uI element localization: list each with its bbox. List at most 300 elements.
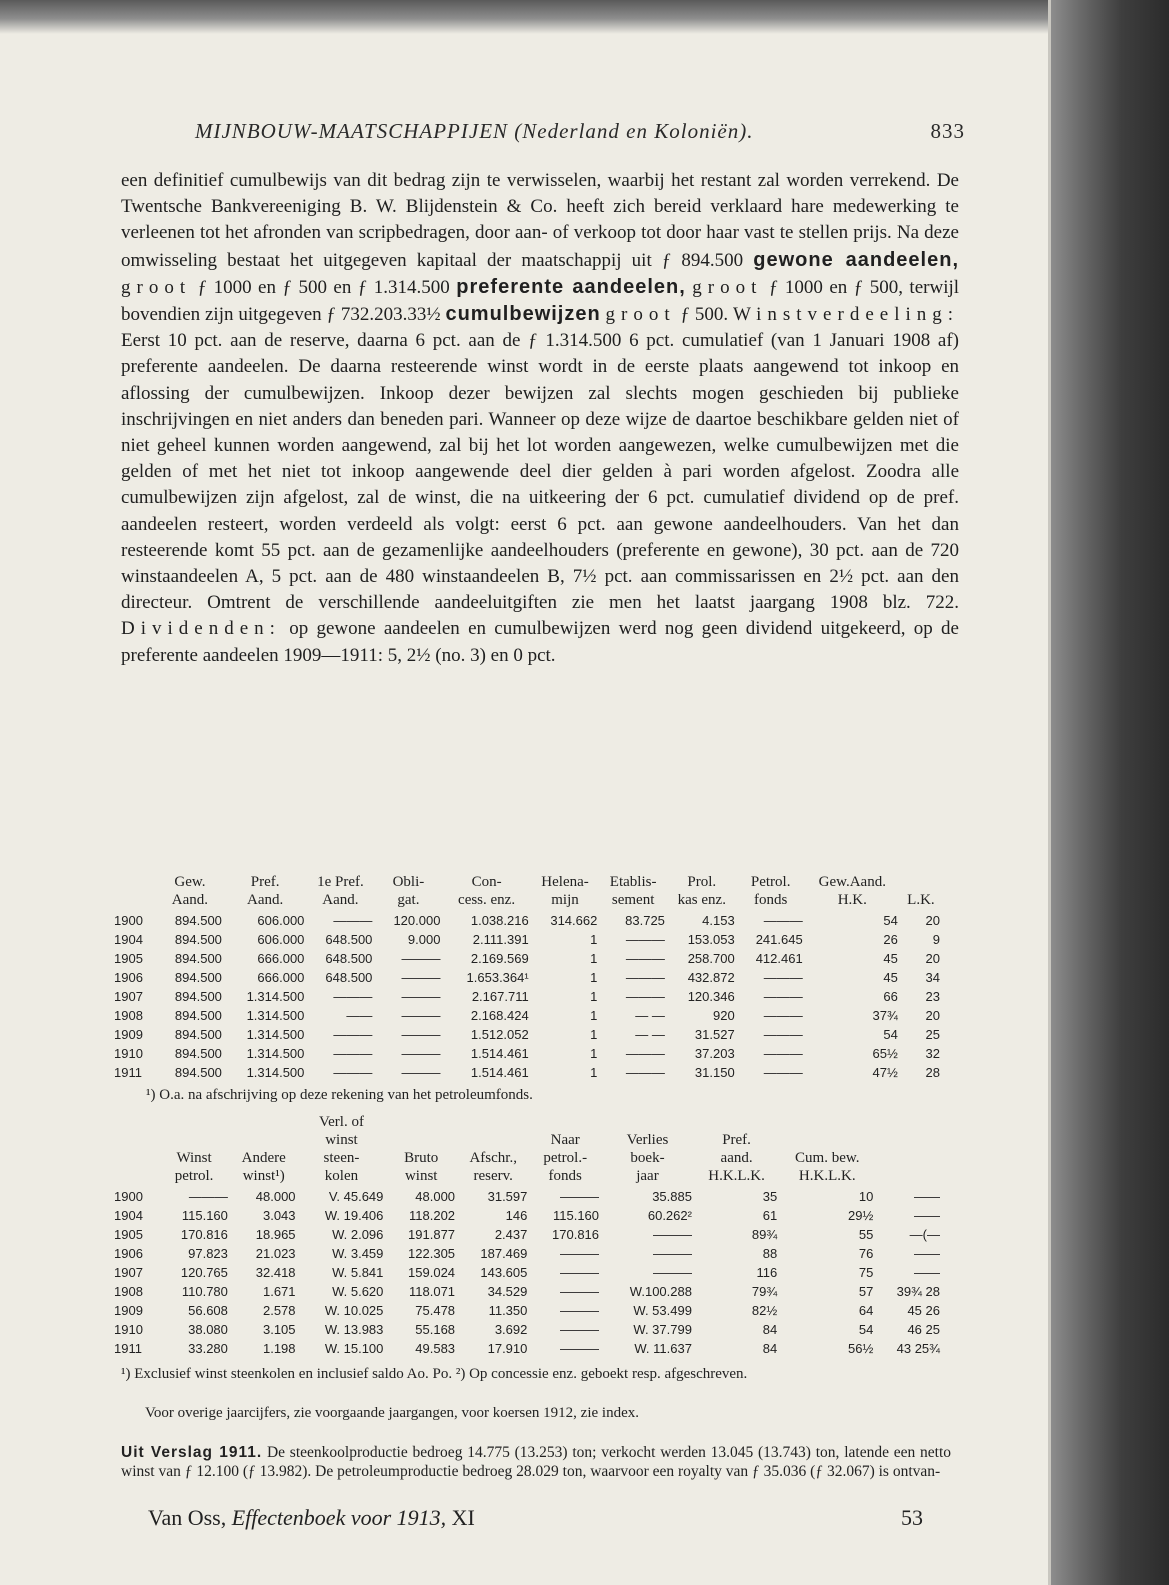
table-cell: ——— (560, 1246, 600, 1261)
table-header-cell: Aand. (247, 892, 284, 908)
year-cell: 1910 (114, 1322, 143, 1337)
table-header-cell: H.K.L.K. (798, 1168, 856, 1184)
table-cell: W. 13.983 (324, 1322, 384, 1337)
table-header-cell: sement (611, 892, 655, 908)
table-header-cell (457, 1113, 529, 1131)
table-header-row (112, 1131, 942, 1149)
table-header-cell: Bruto (404, 1150, 439, 1166)
table-cell: 55.168 (415, 1322, 456, 1337)
table-cell: ——— (188, 1189, 228, 1204)
year-cell: 1907 (114, 989, 143, 1004)
table-cell: 3.692 (494, 1322, 528, 1337)
table-header-cell: petrol. (174, 1168, 214, 1184)
table-cell: 88 (762, 1246, 778, 1261)
table-cell: 1.198 (262, 1341, 296, 1356)
table-cell: 31.150 (694, 1065, 735, 1080)
table-cell: 46 25 (907, 1322, 940, 1337)
table-cell: 187.469 (480, 1246, 528, 1261)
table-cell: 31.597 (487, 1189, 528, 1204)
table-header-cell: Gew.Aand. (818, 874, 886, 890)
table-cell: 241.645 (755, 932, 803, 947)
table-header-cell: kas enz. (677, 892, 726, 908)
table-cell: W. 2.096 (332, 1227, 384, 1242)
table-cell: 116 (756, 1265, 778, 1280)
table-cell: 79¾ (751, 1284, 778, 1299)
page-footer (148, 1505, 923, 1531)
table-cell: ——— (560, 1303, 600, 1318)
table-cell: —— (914, 1189, 940, 1204)
year-cell: 1911 (114, 1065, 142, 1080)
table-cell: 43 25¾ (896, 1341, 940, 1356)
table-cell: 120.765 (180, 1265, 228, 1280)
footer-volume: XI (451, 1505, 475, 1530)
table-row (112, 909, 942, 928)
table-header-cell (112, 1131, 158, 1149)
table-cell: 82½ (751, 1303, 778, 1318)
table-cell: 65½ (872, 1046, 898, 1061)
table-cell: 1 (590, 1027, 598, 1042)
table-header-row (112, 1149, 942, 1167)
table-header-cell: H.K.L.K. (708, 1168, 765, 1184)
table-cell: 84 (762, 1341, 778, 1356)
table-cell: 89¾ (751, 1227, 778, 1242)
table-cell: 61 (762, 1208, 778, 1223)
table-cell: 120.000 (393, 913, 441, 928)
table-cell: 648.500 (325, 951, 373, 966)
body-text-run: ƒ 1000 en ƒ 500 en ƒ 1.314.500 (197, 276, 450, 298)
table-cell: 606.000 (257, 932, 305, 947)
table-cell: 25 (925, 1027, 940, 1042)
body-text-run: op gewone aandeelen en cumulbewijzen werd nog geen dividend uitgekeerd, op de preferente aandeelen 1909—1911: 5, 2½ (no. 3) en 0 pct. (121, 618, 959, 666)
table-cell: ——— (763, 913, 803, 928)
table-cell: 2.169.569 (470, 951, 529, 966)
table-header-cell: H.K. (837, 892, 867, 908)
table-cell: 48.000 (255, 1189, 296, 1204)
body-text-run: Eerst 10 pct. aan de reserve, daarna 6 pct. aan de ƒ 1.314.500 6 pct. cumulatief (van 1 Januari 1908 af) preferente aandeelen. De daarna resteerende winst wordt in de eerste plaats aangewend tot inkoop en aflossing der cumulbewijzen. Inkoop dezer bewijzen zal slechts mogen geschieden bij publieke inschrijvingen en niet anders dan beneden pari. Wanneer op deze wijze de daartoe beschikbare gelden niet of niet geheel kunnen worden aangewend, zal bij het lot worden aangewezen, welke cumulbewijzen met die gelden of met het niet tot inkoop aangewende deel dier gelden à pari worden afgelost. Zoodra alle cumulbewijzen zijn afgelost, zal de winst, die na uitkeering der 6 pct. cumulatief dividend op de pref. aandeelen resteert, worden verdeeld als volgt: eerst 6 pct. aan gewone aandeelhouders. Van het dan resteerende komt 55 pct. aan de gezamenlijke aandeelhouders (preferente en gewone), 30 pct. aan de 720 winstaandeelen A, 5 pct. aan de 480 winstaandeelen B, 7½ pct. aan commissarissen en 2½ pct. aan den directeur. Omtrent de verschillende aandeeluitgiften zie men het laatst jaargang 1908 blz. 722. (121, 330, 959, 614)
table-cell: 894.500 (174, 951, 222, 966)
table-header-cell: Aand. (171, 892, 209, 908)
footer-author: Van Oss, (148, 1505, 227, 1530)
table-cell: 20 (925, 913, 940, 928)
table-row (112, 1204, 942, 1223)
spaced-term: groot (692, 276, 763, 298)
results-table (112, 1113, 942, 1356)
body-text (121, 168, 959, 669)
table-cell: W. 5.620 (332, 1284, 384, 1299)
table-cell: ——— (560, 1265, 600, 1280)
table-header-cell (158, 1113, 230, 1131)
book-spine-shadow (1051, 0, 1169, 1585)
report-paragraph (121, 1443, 951, 1481)
table-header-cell: Con- (471, 874, 502, 890)
table-cell: ——— (625, 951, 665, 966)
table-cell: 648.500 (325, 932, 373, 947)
body-text-run: een definitief cumulbewijs van dit bedrag zijn te verwisselen, waarbij het restant zal worden verrekend. De Twentsche Bankvereeniging B. W. Blijdenstein & Co. heeft zich bereid verklaard hare medewerking te verleenen tot het afronden van scripbedragen, door aan- of verkoop tot door haar vast te stellen prijs. Na deze omwisseling bestaat het uitgegeven kapitaal der maatschappij uit ƒ 894.500 (121, 170, 959, 271)
body-text-run: ƒ 500. (680, 304, 729, 326)
year-cell: 1900 (114, 913, 143, 928)
table-cell: — — (635, 1027, 665, 1042)
table-cell: ——— (333, 1027, 373, 1042)
footer-book: Effectenboek voor 1913, (231, 1505, 447, 1530)
year-cell: 1909 (114, 1303, 143, 1318)
table-header-cell: Afschr., (469, 1150, 517, 1166)
table-header-cell (385, 1113, 457, 1131)
table-cell: 170.816 (180, 1227, 228, 1242)
table-cell: 170.816 (552, 1227, 600, 1242)
table-cell: ——— (763, 1046, 803, 1061)
table-header-cell (875, 1149, 942, 1167)
table-header-cell (112, 891, 156, 909)
table-cell: 20 (925, 951, 940, 966)
table-cell: W.100.288 (629, 1284, 692, 1299)
table-header-cell: mijn (551, 892, 579, 908)
table-header-cell (112, 1149, 158, 1167)
table-cell: 143.605 (480, 1265, 528, 1280)
table-cell: 1.514.461 (470, 1065, 529, 1080)
table-cell: 1.653.364¹ (466, 970, 529, 985)
year-cell: 1904 (114, 1208, 143, 1223)
table-cell: W. 11.637 (634, 1341, 692, 1356)
table-cell: 606.000 (257, 913, 305, 928)
table-header-cell (158, 1131, 230, 1149)
table-header-cell (779, 1131, 875, 1149)
table-cell: 1.314.500 (246, 1027, 305, 1042)
table-cell: ——— (401, 1008, 441, 1023)
table-cell: V. 45.649 (328, 1189, 384, 1204)
see-also-note: Voor overige jaarcijfers, zie voorgaande jaargangen, voor koersen 1912, zie index. (145, 1405, 639, 1421)
table-cell: ——— (652, 1227, 692, 1242)
table-cell: ——— (401, 951, 441, 966)
table-cell: W. 15.100 (324, 1341, 384, 1356)
table-cell: 1 (590, 932, 598, 947)
table-header-cell (385, 1131, 457, 1149)
footnote-table1: ¹) O.a. na afschrijving op deze rekening van het petroleumfonds. (146, 1087, 533, 1103)
table-cell: 110.780 (181, 1284, 228, 1299)
running-header (195, 119, 965, 144)
table-cell: ——— (560, 1322, 600, 1337)
table-header-row (112, 1167, 942, 1185)
table-header-cell: Andere (241, 1150, 286, 1166)
table-cell: ——— (401, 1065, 441, 1080)
table-cell: 34.529 (487, 1284, 528, 1299)
table-cell: 122.305 (408, 1246, 456, 1261)
table-cell: 3.105 (262, 1322, 296, 1337)
table-cell: 75 (858, 1265, 874, 1280)
table-row (112, 966, 942, 985)
year-cell: 1908 (114, 1284, 143, 1299)
table-cell: 146 (505, 1208, 528, 1223)
table-cell: 258.700 (687, 951, 735, 966)
table-cell: 18.965 (255, 1227, 296, 1242)
spaced-term: Dividenden: (121, 618, 281, 640)
year-cell: 1908 (114, 1008, 143, 1023)
table-cell: 1.514.461 (470, 1046, 529, 1061)
table-header-row (112, 1113, 942, 1131)
table-cell: 1 (590, 1065, 598, 1080)
table-header-cell: winst (325, 1132, 358, 1148)
table-cell: 894.500 (174, 989, 222, 1004)
table-cell: 412.461 (755, 951, 803, 966)
table-header-cell: Obli- (392, 874, 425, 890)
table-cell: ——— (401, 1027, 441, 1042)
table-cell: ——— (401, 989, 441, 1004)
header-page-number: 833 (930, 119, 965, 143)
table-header-cell: boek- (630, 1150, 665, 1166)
table-cell: —— (914, 1246, 940, 1261)
table-cell: 894.500 (174, 1008, 222, 1023)
table-row (112, 1042, 942, 1061)
table-header-cell: Pref. (722, 1132, 751, 1148)
table-cell: 666.000 (257, 970, 305, 985)
table-cell: ——— (333, 989, 373, 1004)
table-header-cell (694, 1113, 779, 1131)
table-cell: W. 37.799 (633, 1322, 692, 1337)
table-cell: 97.823 (188, 1246, 228, 1261)
table-cell: —— (914, 1208, 940, 1223)
table-header-cell (875, 1131, 942, 1149)
table-row (112, 985, 942, 1004)
table-cell: 32 (925, 1046, 940, 1061)
year-cell: 1909 (114, 1027, 143, 1042)
table-header-cell: L.K. (907, 892, 935, 908)
table-row (112, 1185, 942, 1204)
table-cell: ——— (763, 1008, 803, 1023)
table-header-cell (112, 1167, 158, 1185)
table-cell: 894.500 (174, 970, 222, 985)
table-cell: ——— (333, 1065, 373, 1080)
table-cell: 1 (590, 1046, 598, 1061)
table-cell: ——— (333, 913, 373, 928)
report-text: De steenkoolproductie bedroeg 14.775 (13.253) ton; verkocht werden 13.045 (13.743) ton, latende een netto winst van ƒ 12.100 (ƒ 13.982). De petroleumproductie bedroeg 28.029 ton, waarvoor een royalty van ƒ 35.036 (ƒ 32.067) is ontvan- (121, 1444, 952, 1480)
table-header-cell: Prol. (687, 874, 717, 890)
table-cell: W. 10.025 (324, 1303, 384, 1318)
table-cell: ——— (763, 989, 803, 1004)
table-cell: ——— (625, 1046, 665, 1061)
table-cell: 118.071 (409, 1284, 456, 1299)
body-text-run: ƒ 1000 en ƒ 500, terwijl bovendien zijn uitgegeven ƒ 732.203.33½ (121, 276, 960, 326)
table-cell: 35.885 (652, 1189, 692, 1204)
table-cell: 55 (858, 1227, 874, 1242)
table-header-cell: Naar (550, 1132, 580, 1148)
table-cell: 1 (590, 970, 598, 985)
table-cell: 1.314.500 (246, 1046, 305, 1061)
table-cell: 56½ (848, 1341, 874, 1356)
table-cell: 38.080 (188, 1322, 228, 1337)
table-cell: 45 (883, 970, 898, 985)
table-cell: 1.314.500 (246, 1065, 305, 1080)
table-header-cell: cess. enz. (458, 892, 516, 908)
table-cell: ——— (401, 1046, 441, 1061)
year-cell: 1900 (114, 1189, 143, 1204)
spaced-term: groot (121, 276, 192, 298)
table-cell: ——— (763, 970, 803, 985)
table-cell: 56.608 (188, 1303, 228, 1318)
table-header-cell: reserv. (473, 1168, 513, 1184)
table-cell: —(— (909, 1227, 940, 1242)
table-header-cell: Cum. bew. (795, 1150, 860, 1166)
year-cell: 1905 (114, 1227, 143, 1242)
table-cell: —— (914, 1265, 940, 1280)
table-row (112, 1261, 942, 1280)
table-cell: 1 (590, 1008, 598, 1023)
table-cell: 2.168.424 (470, 1008, 529, 1023)
table-cell: 34 (925, 970, 940, 985)
table-header-cell: petrol.- (543, 1150, 588, 1166)
table-header-cell: fonds (548, 1168, 582, 1184)
table-cell: 648.500 (325, 970, 373, 985)
bold-term: preferente aandeelen, (456, 275, 686, 298)
table-cell: ——— (560, 1189, 600, 1204)
table-header-cell: Gew. (174, 874, 206, 890)
table-cell: 159.024 (408, 1265, 456, 1280)
table-header-cell: winst (404, 1168, 438, 1184)
table-cell: ——— (625, 1065, 665, 1080)
body-paragraph (121, 168, 959, 669)
table-cell: 120.346 (687, 989, 735, 1004)
table-cell: 894.500 (174, 932, 222, 947)
table-header-cell (230, 1113, 298, 1131)
table-header-cell (457, 1131, 529, 1149)
table-header-cell: 1e Pref. (317, 874, 364, 890)
table-cell: 2.167.711 (471, 989, 529, 1004)
table-cell: 894.500 (174, 1065, 222, 1080)
table-row (112, 928, 942, 947)
table-cell: W. 19.406 (324, 1208, 384, 1223)
table-cell: 2.578 (262, 1303, 296, 1318)
table-cell: 21.023 (255, 1246, 296, 1261)
table-row (112, 1318, 942, 1337)
scan-top-shadow (0, 0, 1048, 34)
table-header-cell (900, 873, 942, 891)
table-cell: ——— (560, 1284, 600, 1299)
table-header-cell: fonds (754, 892, 788, 908)
table-row (112, 1280, 942, 1299)
table-cell: 57 (858, 1284, 874, 1299)
table-row (112, 1242, 942, 1261)
table-cell: 54 (883, 1027, 898, 1042)
bold-term: gewone aandeelen, (753, 248, 959, 271)
year-cell: 1905 (114, 951, 143, 966)
year-cell: 1910 (114, 1046, 143, 1061)
spaced-term: Winstverdeeling: (732, 304, 960, 326)
table-cell: 28 (925, 1065, 940, 1080)
footer-sheet-number: 53 (901, 1505, 923, 1530)
year-cell: 1906 (114, 970, 143, 985)
table-header-cell: steen- (323, 1150, 360, 1166)
table-cell: ——— (401, 970, 441, 985)
table-cell: 23 (925, 989, 940, 1004)
table-cell: 29½ (848, 1208, 874, 1223)
table-row (112, 1004, 942, 1023)
table-cell: W. 5.841 (332, 1265, 384, 1280)
table-cell: 1.314.500 (246, 989, 305, 1004)
table-header-cell: Petrol. (750, 874, 791, 890)
table-header-cell: Pref. (250, 874, 280, 890)
table-row (112, 1299, 942, 1318)
table-cell: 118.202 (409, 1208, 456, 1223)
table-cell: 76 (858, 1246, 874, 1261)
table-header-row (112, 891, 942, 909)
year-cell: 1907 (114, 1265, 143, 1280)
table-row (112, 1223, 942, 1242)
table-cell: 191.877 (408, 1227, 456, 1242)
table-cell: 11.350 (488, 1303, 528, 1318)
table-cell: 54 (883, 913, 898, 928)
table-cell: 84 (762, 1322, 778, 1337)
table-cell: 33.280 (188, 1341, 228, 1356)
table-cell: ——— (625, 989, 665, 1004)
spaced-term: groot (605, 304, 676, 326)
table-cell: 17.910 (487, 1341, 528, 1356)
year-cell: 1906 (114, 1246, 143, 1261)
table-cell: 2.437 (494, 1227, 528, 1242)
table-cell: 894.500 (174, 1046, 222, 1061)
table-cell: 1.512.052 (470, 1027, 529, 1042)
table-cell: 66 (883, 989, 898, 1004)
table-cell: ——— (652, 1246, 692, 1261)
table-cell: 35 (762, 1189, 778, 1204)
table-header-cell: kolen (324, 1168, 359, 1184)
bold-term: cumulbewijzen (445, 303, 601, 326)
table-header-cell: Winst (176, 1150, 212, 1166)
table-header-row (112, 873, 942, 891)
year-cell: 1911 (114, 1341, 142, 1356)
table-cell: 9.000 (407, 932, 441, 947)
table-row (112, 947, 942, 966)
table-cell: —— (346, 1008, 373, 1023)
report-heading: Uit Verslag 1911. (121, 1444, 263, 1461)
table-header-cell: Etablis- (609, 874, 657, 890)
table-cell: 54 (858, 1322, 874, 1337)
table-cell: ——— (652, 1265, 692, 1280)
year-cell: 1904 (114, 932, 143, 947)
table-cell: 115.160 (552, 1208, 600, 1223)
table-cell: 47½ (872, 1065, 898, 1080)
table-cell: 1.314.500 (246, 1008, 305, 1023)
table-cell: 37¾ (872, 1008, 898, 1023)
table-cell: 1 (590, 989, 598, 1004)
table-cell: 2.111.391 (472, 932, 529, 947)
table-cell: 432.872 (687, 970, 735, 985)
table-cell: 1.671 (262, 1284, 296, 1299)
table-header-cell: Aand. (322, 892, 359, 908)
table-cell: 32.418 (255, 1265, 296, 1280)
table-cell: 1 (590, 951, 598, 966)
table-cell: 9 (932, 932, 940, 947)
table-cell: ——— (560, 1341, 600, 1356)
table-header-cell (230, 1131, 298, 1149)
capital-table (112, 873, 942, 1080)
table-cell: 10 (858, 1189, 874, 1204)
table-cell: ——— (625, 932, 665, 947)
table-cell: 894.500 (174, 913, 222, 928)
table-header-cell: gat. (397, 892, 420, 908)
table-cell: 45 (883, 951, 898, 966)
table-cell: 3.043 (262, 1208, 296, 1223)
table-cell: W. 3.459 (332, 1246, 384, 1261)
table-cell: 60.262² (647, 1208, 692, 1223)
table-cell: ——— (763, 1065, 803, 1080)
footnote-table2: ¹) Exclusief winst steenkolen en inclusief saldo Ao. Po. ²) Op concessie enz. geboekt resp. afgeschreven. (121, 1366, 748, 1382)
table-cell: 31.527 (694, 1027, 735, 1042)
table-header-cell (601, 1113, 694, 1131)
table-cell: 45 26 (907, 1303, 940, 1318)
table-cell: W. 53.499 (633, 1303, 692, 1318)
table-cell: 894.500 (174, 1027, 222, 1042)
table-header-cell: Helena- (541, 874, 589, 890)
table-header-cell: aand. (720, 1150, 753, 1166)
table-cell: ——— (763, 1027, 803, 1042)
